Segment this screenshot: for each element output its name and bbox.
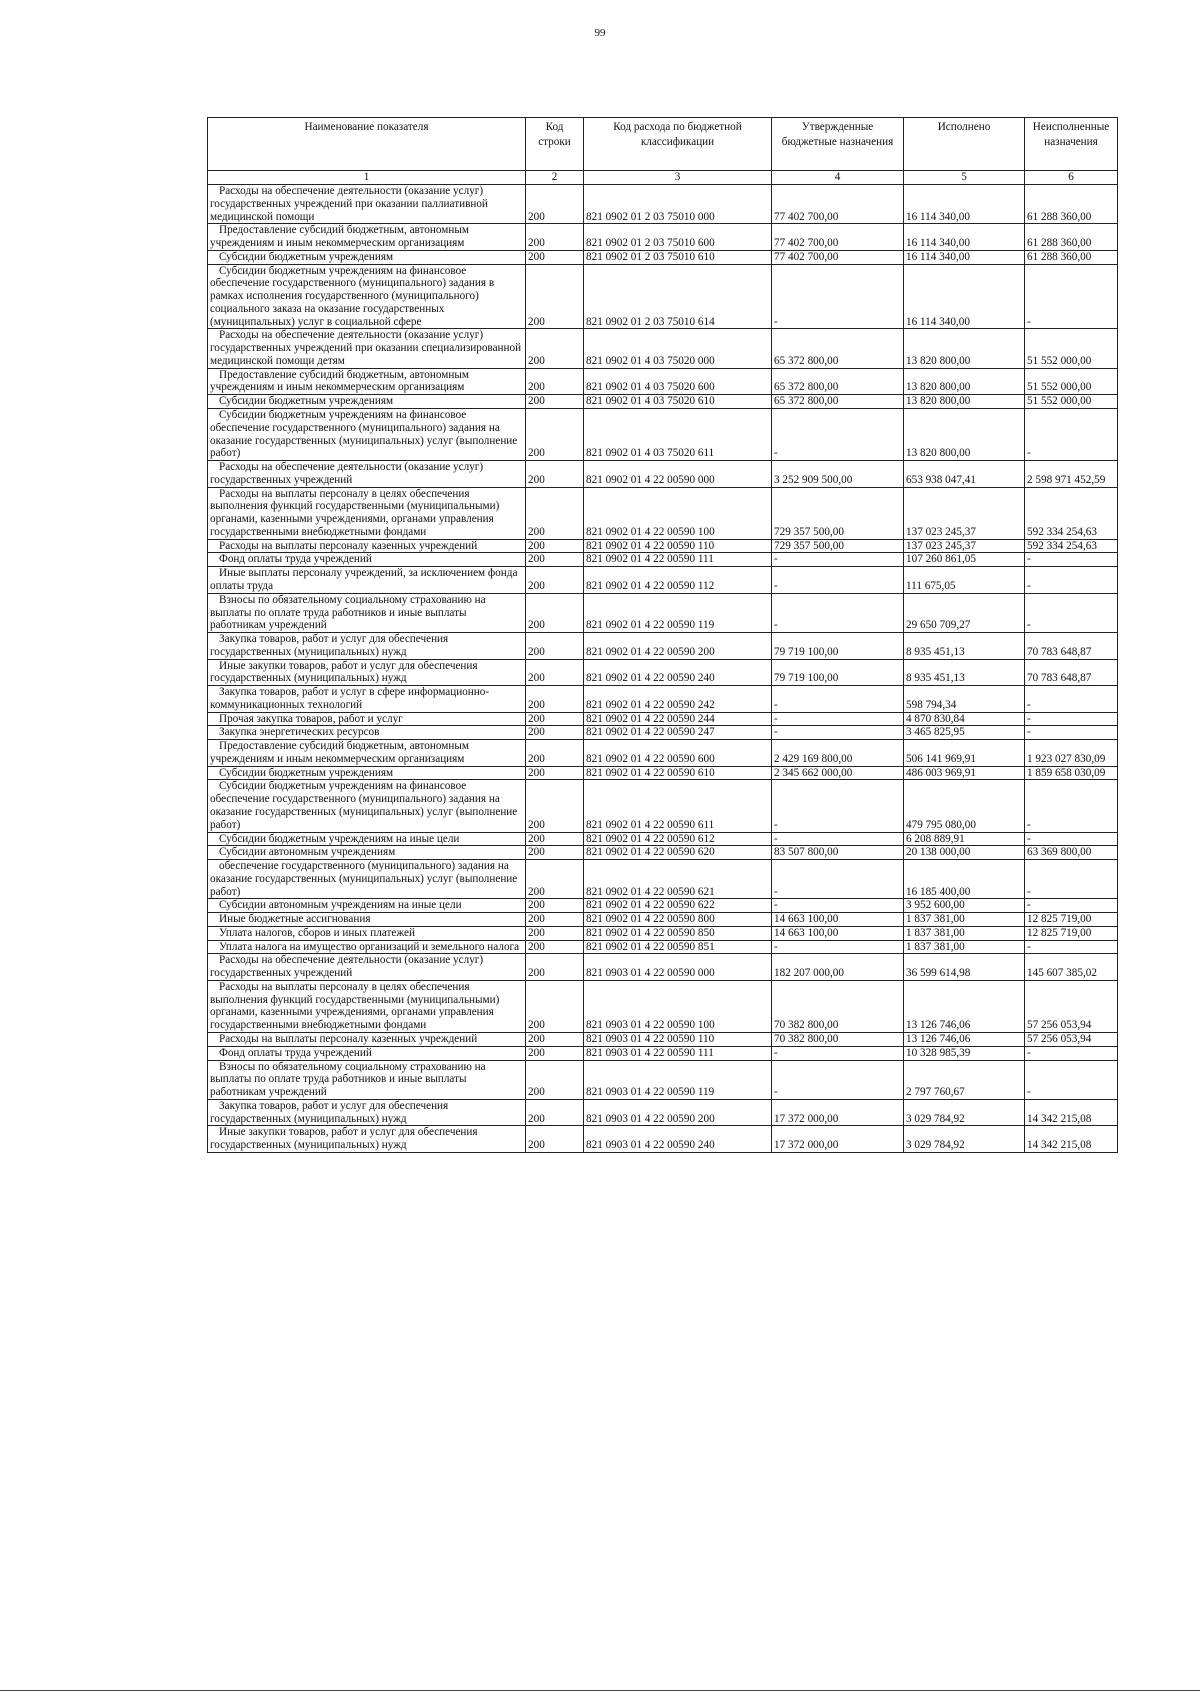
table-row	[208, 899, 1118, 913]
executed-amount-cell: 1 837 381,00	[904, 926, 1025, 940]
table-row	[208, 980, 1118, 1032]
unexecuted-amount-cell: 592 334 254,63	[1025, 487, 1118, 539]
unexecuted-amount-cell: -	[1025, 264, 1118, 329]
budget-code-cell: 821 0902 01 4 22 00590 851	[584, 940, 772, 954]
column-number: 6	[1025, 171, 1118, 185]
unexecuted-amount-cell: 61 288 360,00	[1025, 224, 1118, 251]
table-row	[208, 740, 1118, 767]
line-code-cell: 200	[526, 539, 584, 553]
header-indicator-name: Наименование показателя	[208, 118, 526, 171]
unexecuted-amount-cell: -	[1025, 899, 1118, 913]
budget-code-cell: 821 0902 01 4 22 00590 612	[584, 832, 772, 846]
indicator-name-cell: Субсидии автономным учреждениям на иные цели	[208, 899, 526, 913]
header-budget-code: Код расхода по бюджетной классификации	[584, 118, 772, 171]
approved-amount-cell: -	[772, 593, 904, 632]
unexecuted-amount-cell: 57 256 053,94	[1025, 1033, 1118, 1047]
line-code-cell: 200	[526, 1126, 584, 1153]
executed-amount-cell: 506 141 969,91	[904, 740, 1025, 767]
executed-amount-cell: 137 023 245,37	[904, 539, 1025, 553]
budget-code-cell: 821 0903 01 4 22 00590 000	[584, 954, 772, 981]
indicator-name-cell: Расходы на обеспечение деятельности (оказание услуг) государственных учреждений	[208, 954, 526, 981]
budget-code-cell: 821 0902 01 4 03 75020 611	[584, 409, 772, 461]
indicator-name-cell: Расходы на выплаты персоналу казенных учреждений	[208, 539, 526, 553]
unexecuted-amount-cell: 12 825 719,00	[1025, 913, 1118, 927]
unexecuted-amount-cell: -	[1025, 567, 1118, 594]
indicator-name-cell: Закупка товаров, работ и услуг в сфере информационно-коммуникационных технологий	[208, 686, 526, 713]
approved-amount-cell: 65 372 800,00	[772, 329, 904, 368]
executed-amount-cell: 13 126 746,06	[904, 1033, 1025, 1047]
budget-code-cell: 821 0902 01 4 22 00590 244	[584, 712, 772, 726]
approved-amount-cell: 79 719 100,00	[772, 633, 904, 660]
approved-amount-cell: 2 429 169 800,00	[772, 740, 904, 767]
unexecuted-amount-cell: -	[1025, 832, 1118, 846]
executed-amount-cell: 13 820 800,00	[904, 409, 1025, 461]
executed-amount-cell: 16 114 340,00	[904, 224, 1025, 251]
unexecuted-amount-cell: -	[1025, 593, 1118, 632]
budget-code-cell: 821 0902 01 4 22 00590 110	[584, 539, 772, 553]
approved-amount-cell: -	[772, 860, 904, 899]
executed-amount-cell: 16 114 340,00	[904, 250, 1025, 264]
header-row	[208, 118, 1118, 171]
unexecuted-amount-cell: 51 552 000,00	[1025, 368, 1118, 395]
line-code-cell: 200	[526, 633, 584, 660]
header-unexecuted: Неисполненные назначения	[1025, 118, 1118, 171]
line-code-cell: 200	[526, 461, 584, 488]
unexecuted-amount-cell: 14 342 215,08	[1025, 1126, 1118, 1153]
line-code-cell: 200	[526, 980, 584, 1032]
executed-amount-cell: 16 114 340,00	[904, 264, 1025, 329]
budget-code-cell: 821 0902 01 4 22 00590 850	[584, 926, 772, 940]
approved-amount-cell: 70 382 800,00	[772, 1033, 904, 1047]
line-code-cell: 200	[526, 593, 584, 632]
budget-code-cell: 821 0902 01 4 22 00590 112	[584, 567, 772, 594]
line-code-cell: 200	[526, 1046, 584, 1060]
indicator-name-cell: Расходы на обеспечение деятельности (оказание услуг) государственных учреждений	[208, 461, 526, 488]
unexecuted-amount-cell: -	[1025, 409, 1118, 461]
executed-amount-cell: 107 260 861,05	[904, 553, 1025, 567]
table-row	[208, 913, 1118, 927]
line-code-cell: 200	[526, 726, 584, 740]
line-code-cell: 200	[526, 832, 584, 846]
executed-amount-cell: 29 650 709,27	[904, 593, 1025, 632]
unexecuted-amount-cell: -	[1025, 1060, 1118, 1099]
approved-amount-cell: 729 357 500,00	[772, 539, 904, 553]
indicator-name-cell: Уплата налогов, сборов и иных платежей	[208, 926, 526, 940]
executed-amount-cell: 8 935 451,13	[904, 633, 1025, 660]
table-row	[208, 766, 1118, 780]
approved-amount-cell: 77 402 700,00	[772, 250, 904, 264]
unexecuted-amount-cell: 61 288 360,00	[1025, 250, 1118, 264]
unexecuted-amount-cell: 51 552 000,00	[1025, 395, 1118, 409]
executed-amount-cell: 16 114 340,00	[904, 185, 1025, 224]
unexecuted-amount-cell: -	[1025, 712, 1118, 726]
budget-code-cell: 821 0902 01 2 03 75010 600	[584, 224, 772, 251]
budget-code-cell: 821 0902 01 4 22 00590 111	[584, 553, 772, 567]
indicator-name-cell: Закупка товаров, работ и услуг для обеспечения государственных (муниципальных) нужд	[208, 633, 526, 660]
table-row	[208, 329, 1118, 368]
budget-code-cell: 821 0902 01 4 22 00590 100	[584, 487, 772, 539]
table-row	[208, 726, 1118, 740]
budget-code-cell: 821 0903 01 4 22 00590 200	[584, 1099, 772, 1126]
indicator-name-cell: Субсидии бюджетным учреждениям на финансовое обеспечение государственного (муниципального) задания на оказание государственных (муниципальных) услуг (выполнение работ)	[208, 780, 526, 832]
budget-code-cell: 821 0903 01 4 22 00590 111	[584, 1046, 772, 1060]
table-row	[208, 409, 1118, 461]
approved-amount-cell: -	[772, 553, 904, 567]
approved-amount-cell: 77 402 700,00	[772, 224, 904, 251]
budget-code-cell: 821 0902 01 4 22 00590 620	[584, 846, 772, 860]
column-number: 3	[584, 171, 772, 185]
table-row	[208, 926, 1118, 940]
page-number: 99	[594, 27, 606, 39]
line-code-cell: 200	[526, 780, 584, 832]
approved-amount-cell: 14 663 100,00	[772, 913, 904, 927]
approved-amount-cell: -	[772, 1046, 904, 1060]
line-code-cell: 200	[526, 659, 584, 686]
table-row	[208, 846, 1118, 860]
approved-amount-cell: 77 402 700,00	[772, 185, 904, 224]
indicator-name-cell: Взносы по обязательному социальному страхованию на выплаты по оплате труда работников и иные выплаты работникам учреждений	[208, 593, 526, 632]
approved-amount-cell: 2 345 662 000,00	[772, 766, 904, 780]
budget-execution-table	[207, 117, 1118, 1153]
indicator-name-cell: Расходы на выплаты персоналу в целях обеспечения выполнения функций государственными (муниципальными) органами, казенными учреждениями, органами управления государственными внебюджетными фондами	[208, 980, 526, 1032]
table-row	[208, 487, 1118, 539]
table-row	[208, 567, 1118, 594]
table-row	[208, 686, 1118, 713]
column-number: 2	[526, 171, 584, 185]
executed-amount-cell: 1 837 381,00	[904, 913, 1025, 927]
budget-code-cell: 821 0903 01 4 22 00590 100	[584, 980, 772, 1032]
unexecuted-amount-cell: -	[1025, 726, 1118, 740]
table-row	[208, 368, 1118, 395]
indicator-name-cell: Субсидии бюджетным учреждениям на финансовое обеспечение государственного (муниципального) задания в рамках исполнения государственного (муниципального) социального заказа на оказание государственных (муниципальных) услуг в социальной сфере	[208, 264, 526, 329]
indicator-name-cell: Уплата налога на имущество организаций и земельного налога	[208, 940, 526, 954]
unexecuted-amount-cell: 70 783 648,87	[1025, 633, 1118, 660]
budget-code-cell: 821 0902 01 4 22 00590 611	[584, 780, 772, 832]
line-code-cell: 200	[526, 954, 584, 981]
approved-amount-cell: 3 252 909 500,00	[772, 461, 904, 488]
approved-amount-cell: 65 372 800,00	[772, 368, 904, 395]
line-code-cell: 200	[526, 1060, 584, 1099]
table-row	[208, 659, 1118, 686]
indicator-name-cell: Расходы на обеспечение деятельности (оказание услуг) государственных учреждений при оказании специализированной медицинской помощи детям	[208, 329, 526, 368]
table-row	[208, 264, 1118, 329]
approved-amount-cell: -	[772, 409, 904, 461]
header-approved: Утвержденные бюджетные назначения	[772, 118, 904, 171]
unexecuted-amount-cell: -	[1025, 553, 1118, 567]
line-code-cell: 200	[526, 487, 584, 539]
approved-amount-cell: 70 382 800,00	[772, 980, 904, 1032]
indicator-name-cell: Прочая закупка товаров, работ и услуг	[208, 712, 526, 726]
budget-code-cell: 821 0902 01 4 22 00590 800	[584, 913, 772, 927]
executed-amount-cell: 4 870 830,84	[904, 712, 1025, 726]
indicator-name-cell: Иные бюджетные ассигнования	[208, 913, 526, 927]
line-code-cell: 200	[526, 224, 584, 251]
line-code-cell: 200	[526, 712, 584, 726]
line-code-cell: 200	[526, 185, 584, 224]
budget-code-cell: 821 0902 01 4 03 75020 000	[584, 329, 772, 368]
table-row	[208, 954, 1118, 981]
approved-amount-cell: -	[772, 899, 904, 913]
budget-code-cell: 821 0902 01 4 22 00590 600	[584, 740, 772, 767]
indicator-name-cell: Предоставление субсидий бюджетным, автономным учреждениям и иным некоммерческим организациям	[208, 740, 526, 767]
approved-amount-cell: -	[772, 780, 904, 832]
line-code-cell: 200	[526, 740, 584, 767]
table-row	[208, 780, 1118, 832]
budget-code-cell: 821 0902 01 2 03 75010 614	[584, 264, 772, 329]
indicator-name-cell: Субсидии бюджетным учреждениям	[208, 766, 526, 780]
table-row	[208, 712, 1118, 726]
table-row	[208, 1060, 1118, 1099]
table-row	[208, 1099, 1118, 1126]
unexecuted-amount-cell: 14 342 215,08	[1025, 1099, 1118, 1126]
table-row	[208, 633, 1118, 660]
executed-amount-cell: 36 599 614,98	[904, 954, 1025, 981]
executed-amount-cell: 8 935 451,13	[904, 659, 1025, 686]
executed-amount-cell: 10 328 985,39	[904, 1046, 1025, 1060]
approved-amount-cell: -	[772, 712, 904, 726]
line-code-cell: 200	[526, 264, 584, 329]
indicator-name-cell: Расходы на обеспечение деятельности (оказание услуг) государственных учреждений при оказании паллиативной медицинской помощи	[208, 185, 526, 224]
unexecuted-amount-cell: 57 256 053,94	[1025, 980, 1118, 1032]
executed-amount-cell: 1 837 381,00	[904, 940, 1025, 954]
executed-amount-cell: 2 797 760,67	[904, 1060, 1025, 1099]
executed-amount-cell: 3 029 784,92	[904, 1099, 1025, 1126]
executed-amount-cell: 3 952 600,00	[904, 899, 1025, 913]
indicator-name-cell: Взносы по обязательному социальному страхованию на выплаты по оплате труда работников и иные выплаты работникам учреждений	[208, 1060, 526, 1099]
table-row	[208, 461, 1118, 488]
indicator-name-cell: Предоставление субсидий бюджетным, автономным учреждениям и иным некоммерческим организациям	[208, 224, 526, 251]
budget-code-cell: 821 0902 01 4 22 00590 242	[584, 686, 772, 713]
table-row	[208, 832, 1118, 846]
unexecuted-amount-cell: 592 334 254,63	[1025, 539, 1118, 553]
executed-amount-cell: 20 138 000,00	[904, 846, 1025, 860]
table-row	[208, 940, 1118, 954]
unexecuted-amount-cell: 51 552 000,00	[1025, 329, 1118, 368]
approved-amount-cell: 79 719 100,00	[772, 659, 904, 686]
budget-code-cell: 821 0902 01 4 22 00590 621	[584, 860, 772, 899]
unexecuted-amount-cell: 1 923 027 830,09	[1025, 740, 1118, 767]
line-code-cell: 200	[526, 899, 584, 913]
approved-amount-cell: 729 357 500,00	[772, 487, 904, 539]
table-row	[208, 1046, 1118, 1060]
line-code-cell: 200	[526, 395, 584, 409]
indicator-name-cell: обеспечение государственного (муниципального) задания на оказание государственных (муниципальных) услуг (выполнение работ)	[208, 860, 526, 899]
table-row	[208, 185, 1118, 224]
executed-amount-cell: 479 795 080,00	[904, 780, 1025, 832]
budget-code-cell: 821 0902 01 2 03 75010 610	[584, 250, 772, 264]
line-code-cell: 200	[526, 553, 584, 567]
unexecuted-amount-cell: 12 825 719,00	[1025, 926, 1118, 940]
approved-amount-cell: 17 372 000,00	[772, 1126, 904, 1153]
budget-code-cell: 821 0902 01 4 22 00590 200	[584, 633, 772, 660]
table-row	[208, 1126, 1118, 1153]
approved-amount-cell: 17 372 000,00	[772, 1099, 904, 1126]
indicator-name-cell: Субсидии бюджетным учреждениям на иные цели	[208, 832, 526, 846]
header-line-code: Код строки	[526, 118, 584, 171]
line-code-cell: 200	[526, 1033, 584, 1047]
table-row	[208, 860, 1118, 899]
unexecuted-amount-cell: 2 598 971 452,59	[1025, 461, 1118, 488]
line-code-cell: 200	[526, 860, 584, 899]
approved-amount-cell: -	[772, 264, 904, 329]
table-header	[208, 118, 1118, 185]
line-code-cell: 200	[526, 913, 584, 927]
executed-amount-cell: 13 820 800,00	[904, 395, 1025, 409]
line-code-cell: 200	[526, 926, 584, 940]
indicator-name-cell: Иные закупки товаров, работ и услуг для обеспечения государственных (муниципальных) нужд	[208, 1126, 526, 1153]
budget-code-cell: 821 0903 01 4 22 00590 119	[584, 1060, 772, 1099]
budget-code-cell: 821 0902 01 4 22 00590 000	[584, 461, 772, 488]
header-executed: Исполнено	[904, 118, 1025, 171]
executed-amount-cell: 6 208 889,91	[904, 832, 1025, 846]
table-row	[208, 1033, 1118, 1047]
budget-code-cell: 821 0903 01 4 22 00590 110	[584, 1033, 772, 1047]
line-code-cell: 200	[526, 368, 584, 395]
unexecuted-amount-cell: -	[1025, 780, 1118, 832]
table-body	[208, 185, 1118, 1153]
executed-amount-cell: 653 938 047,41	[904, 461, 1025, 488]
line-code-cell: 200	[526, 409, 584, 461]
indicator-name-cell: Субсидии автономным учреждениям	[208, 846, 526, 860]
line-code-cell: 200	[526, 567, 584, 594]
table-row	[208, 395, 1118, 409]
unexecuted-amount-cell: -	[1025, 1046, 1118, 1060]
budget-code-cell: 821 0902 01 4 22 00590 247	[584, 726, 772, 740]
indicator-name-cell: Иные закупки товаров, работ и услуг для обеспечения государственных (муниципальных) нужд	[208, 659, 526, 686]
table-row	[208, 250, 1118, 264]
executed-amount-cell: 13 820 800,00	[904, 329, 1025, 368]
approved-amount-cell: 182 207 000,00	[772, 954, 904, 981]
budget-code-cell: 821 0902 01 4 22 00590 240	[584, 659, 772, 686]
indicator-name-cell: Субсидии бюджетным учреждениям на финансовое обеспечение государственного (муниципального) задания на оказание государственных (муниципальных) услуг (выполнение работ)	[208, 409, 526, 461]
approved-amount-cell: 83 507 800,00	[772, 846, 904, 860]
column-number-row	[208, 171, 1118, 185]
unexecuted-amount-cell: 61 288 360,00	[1025, 185, 1118, 224]
executed-amount-cell: 598 794,34	[904, 686, 1025, 713]
bottom-rule	[0, 1690, 1200, 1691]
column-number: 1	[208, 171, 526, 185]
executed-amount-cell: 137 023 245,37	[904, 487, 1025, 539]
indicator-name-cell: Иные выплаты персоналу учреждений, за исключением фонда оплаты труда	[208, 567, 526, 594]
approved-amount-cell: -	[772, 726, 904, 740]
approved-amount-cell: 65 372 800,00	[772, 395, 904, 409]
executed-amount-cell: 3 029 784,92	[904, 1126, 1025, 1153]
unexecuted-amount-cell: 70 783 648,87	[1025, 659, 1118, 686]
executed-amount-cell: 13 126 746,06	[904, 980, 1025, 1032]
unexecuted-amount-cell: -	[1025, 686, 1118, 713]
budget-code-cell: 821 0902 01 4 03 75020 610	[584, 395, 772, 409]
executed-amount-cell: 13 820 800,00	[904, 368, 1025, 395]
line-code-cell: 200	[526, 766, 584, 780]
line-code-cell: 200	[526, 1099, 584, 1126]
column-number: 4	[772, 171, 904, 185]
table-row	[208, 539, 1118, 553]
line-code-cell: 200	[526, 846, 584, 860]
indicator-name-cell: Субсидии бюджетным учреждениям	[208, 250, 526, 264]
executed-amount-cell: 111 675,05	[904, 567, 1025, 594]
unexecuted-amount-cell: 1 859 658 030,09	[1025, 766, 1118, 780]
indicator-name-cell: Закупка энергетических ресурсов	[208, 726, 526, 740]
indicator-name-cell: Закупка товаров, работ и услуг для обеспечения государственных (муниципальных) нужд	[208, 1099, 526, 1126]
indicator-name-cell: Фонд оплаты труда учреждений	[208, 553, 526, 567]
table-row	[208, 593, 1118, 632]
line-code-cell: 200	[526, 329, 584, 368]
approved-amount-cell: -	[772, 940, 904, 954]
table-row	[208, 224, 1118, 251]
unexecuted-amount-cell: 63 369 800,00	[1025, 846, 1118, 860]
indicator-name-cell: Расходы на выплаты персоналу в целях обеспечения выполнения функций государственными (муниципальными) органами, казенными учреждениями, органами управления государственными внебюджетными фондами	[208, 487, 526, 539]
budget-code-cell: 821 0902 01 2 03 75010 000	[584, 185, 772, 224]
indicator-name-cell: Расходы на выплаты персоналу казенных учреждений	[208, 1033, 526, 1047]
approved-amount-cell: -	[772, 832, 904, 846]
unexecuted-amount-cell: 145 607 385,02	[1025, 954, 1118, 981]
approved-amount-cell: 14 663 100,00	[772, 926, 904, 940]
executed-amount-cell: 486 003 969,91	[904, 766, 1025, 780]
indicator-name-cell: Предоставление субсидий бюджетным, автономным учреждениям и иным некоммерческим организациям	[208, 368, 526, 395]
approved-amount-cell: -	[772, 686, 904, 713]
budget-code-cell: 821 0902 01 4 22 00590 622	[584, 899, 772, 913]
table-row	[208, 553, 1118, 567]
indicator-name-cell: Фонд оплаты труда учреждений	[208, 1046, 526, 1060]
indicator-name-cell: Субсидии бюджетным учреждениям	[208, 395, 526, 409]
budget-code-cell: 821 0902 01 4 22 00590 119	[584, 593, 772, 632]
line-code-cell: 200	[526, 686, 584, 713]
column-number: 5	[904, 171, 1025, 185]
line-code-cell: 200	[526, 940, 584, 954]
approved-amount-cell: -	[772, 567, 904, 594]
approved-amount-cell: -	[772, 1060, 904, 1099]
line-code-cell: 200	[526, 250, 584, 264]
executed-amount-cell: 16 185 400,00	[904, 860, 1025, 899]
budget-code-cell: 821 0903 01 4 22 00590 240	[584, 1126, 772, 1153]
executed-amount-cell: 3 465 825,95	[904, 726, 1025, 740]
budget-code-cell: 821 0902 01 4 22 00590 610	[584, 766, 772, 780]
unexecuted-amount-cell: -	[1025, 860, 1118, 899]
unexecuted-amount-cell: -	[1025, 940, 1118, 954]
budget-code-cell: 821 0902 01 4 03 75020 600	[584, 368, 772, 395]
